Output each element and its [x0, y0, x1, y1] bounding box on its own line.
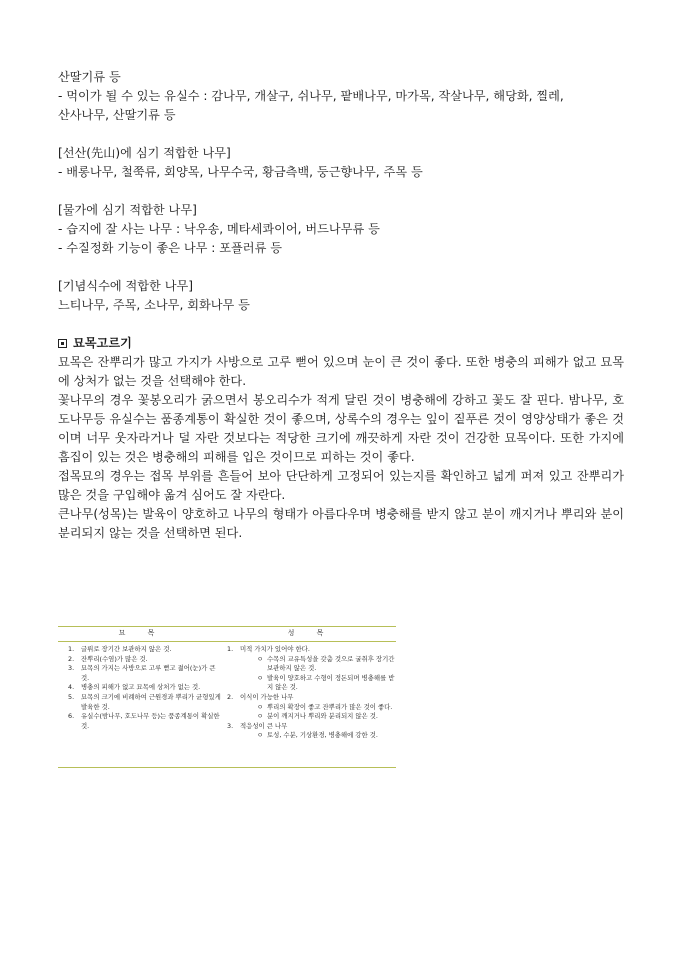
item-number: 5.: [68, 692, 75, 701]
sub-item: [227, 674, 396, 693]
circle-bullet-icon: ㅇ: [257, 702, 264, 711]
circle-bullet-icon: ㅇ: [257, 673, 264, 682]
item-text: 이식이 가능한 나무: [240, 692, 294, 701]
item-text: 묘목의 가지는 사방으로 고루 뻗고 젊어(눈)가 큰 것.: [81, 664, 216, 682]
item-number: 2.: [227, 692, 234, 701]
table-row: [227, 693, 396, 703]
sub-item-text: 분이 깨지거나 뿌리와 분리되지 않은 것.: [267, 712, 378, 721]
item-number: 3.: [227, 721, 234, 730]
text-line: - 배롱나무, 철쭉류, 회양목, 나무수국, 황금측백, 둥근향나무, 주목 등: [58, 165, 423, 179]
text-line: 산사나무, 산딸기류 등: [58, 108, 176, 122]
table-row: [68, 683, 221, 693]
text-line: - 습지에 잘 사는 나무 : 낙우송, 메타세콰이어, 버드나무류 등: [58, 222, 380, 236]
sub-item: [227, 731, 396, 741]
sub-item: [227, 712, 396, 722]
item-text: 묘목의 크기에 비례하여 근원경과 뿌리가 균형있게 발육한 것.: [81, 692, 221, 711]
item-number: 2.: [68, 654, 75, 663]
sub-item: [227, 655, 396, 674]
paragraph: 꽃나무의 경우 꽃봉오리가 굵으면서 봉오리수가 적게 달린 것이 병충해에 강하고 꽃도 잘 핀다. 밤나무, 호도나무등 유실수는 품종계통이 확실한 것이 좋으며, 상록수의 경우는 잎이 짙푸른 것이 영양상태가 좋은 것이며 너무 웃자라거나 덜 자란 것보다는 적당한 크기에 깨끗하게 자란 것이 건강한 묘목이다. 또한 가지에 흠집이 있는 것은 병충해의 피해를 입은 것이므로 피하는 것이 좋다.: [58, 393, 624, 464]
section-title-text: 묘목고르기: [73, 336, 132, 350]
item-text: 미적 가치가 있어야 한다.: [240, 645, 310, 653]
sub-item-text: 토성, 수분, 기상환경, 병충해에 강한 것.: [267, 731, 378, 740]
mature-tree-column: [225, 645, 396, 741]
item-text: 글뤼로 장기간 보관하지 않은 것.: [81, 645, 172, 653]
document-body: [58, 68, 624, 543]
item-number: 4.: [68, 683, 75, 692]
square-bullet-icon: [58, 339, 67, 348]
category-heading: [물가에 심기 적합한 나무]: [58, 203, 197, 217]
sub-item-text: 뿌리의 확장이 좋고 잔뿌리가 많은 것이 좋다.: [267, 702, 393, 711]
paragraph: 접목묘의 경우는 접목 부위를 흔들어 보아 단단하게 고정되어 있는지를 확인하고 넓게 퍼져 있고 잔뿌리가 많은 것을 구입해야 옮겨 심어도 잘 자란다.: [58, 469, 624, 502]
circle-bullet-icon: ㅇ: [257, 712, 264, 721]
item-text: 유실수(밤나무, 호도나무 등)는 품종계통이 확실한 것.: [81, 712, 220, 730]
section-title: [58, 334, 624, 353]
item-number: 3.: [68, 664, 75, 673]
paragraph: 묘목은 잔뿌리가 많고 가지가 사방으로 고루 뻗어 있으며 눈이 큰 것이 좋다. 또한 병충의 피해가 없고 묘목에 상처가 없는 것을 선택해야 한다.: [58, 355, 624, 388]
item-text: 적응성이 큰 나무: [240, 721, 288, 730]
text-line: - 먹이가 될 수 있는 유실수 : 감나무, 개살구, 쉬나무, 팥배나무, 마가목, 작살나무, 해당화, 찔레,: [58, 89, 564, 103]
text-line: - 수질정화 기능이 좋은 나무 : 포플러류 등: [58, 241, 282, 255]
circle-bullet-icon: ㅇ: [257, 654, 264, 663]
item-number: 1.: [68, 645, 75, 653]
circle-bullet-icon: ㅇ: [257, 731, 264, 740]
item-number: 6.: [68, 712, 75, 721]
table-row: [68, 664, 221, 683]
sub-item-text: 발육이 양호하고 수형이 정돈되며 병충해를 받지 않은 것.: [267, 673, 395, 692]
seedling-column: [58, 645, 225, 741]
sub-item: [227, 703, 396, 713]
item-text: 병충의 피해가 없고 묘목에 상처가 없는 것.: [81, 683, 201, 692]
sub-item-text: 수목의 교유특성을 갖춤 것으로 굴취후 장기간 보관하지 않은 것.: [267, 654, 395, 673]
paragraph: 큰나무(성목)는 발육이 양호하고 나무의 형태가 아름다우며 병충해를 받지 않고 분이 깨지거나 뿌리와 분이 분리되지 않는 것을 선택하면 된다.: [58, 507, 624, 540]
category-heading: [기념식수에 적합한 나무]: [58, 279, 193, 293]
table-row: [68, 655, 221, 665]
table-row: [227, 722, 396, 732]
table-row: [227, 645, 396, 655]
table-row: [68, 645, 221, 655]
item-number: 1.: [227, 645, 234, 653]
text-line: 산딸기류 등: [58, 70, 121, 84]
item-text: 잔뿌리(수염)가 많은 것.: [81, 654, 148, 663]
header-seedling: 묘 목: [118, 629, 165, 638]
header-mature-tree: 성 목: [287, 629, 334, 638]
text-line: 느티나무, 주목, 소나무, 회화나무 등: [58, 298, 250, 312]
table-row: [68, 693, 221, 712]
seedling-selection-table: [58, 626, 396, 768]
table-header: [58, 626, 396, 642]
table-row: [68, 712, 221, 731]
category-heading: [선산(先山)에 심기 적합한 나무]: [58, 146, 231, 160]
